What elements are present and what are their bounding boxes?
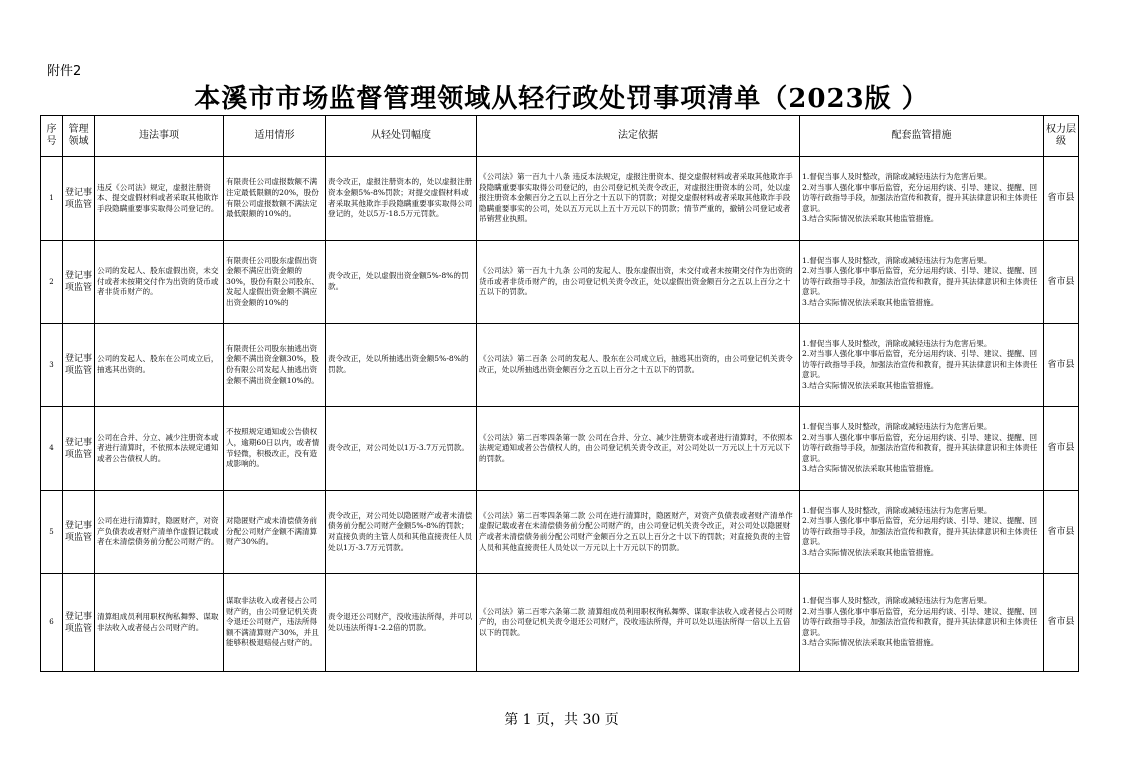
- row-basis: 《公司法》第一百九十八条 违反本法规定，虚报注册资本、提交虚假材料或者采取其他欺诈手段隐瞒重要事实取得公司登记的，由公司登记机关责令改正，对虚报注册资本的公司，处以虚报注册资本金额百分之五以上百分之十五以下的罚款；对提交虚假材料或者采取其他欺诈手段隐瞒重要事实的公司，处以五万元以上五十万元以下的罚款；情节严重的，撤销公司登记或者吊销营业执照。: [477, 157, 800, 241]
- row-category: 登记事项监管: [63, 157, 95, 241]
- row-level: 省市县: [1044, 324, 1079, 407]
- row-situation: 不按照规定通知或公告债权人，逾期60日以内，或者情节轻微，积极改正，没有造成影响的。: [224, 407, 326, 491]
- row-no: 2: [41, 241, 63, 324]
- table-header-row: [41, 116, 1079, 157]
- header-no: 序号: [41, 116, 63, 157]
- header-range: 从轻处罚幅度: [326, 116, 477, 157]
- row-no: 6: [41, 574, 63, 672]
- header-measures: 配套监管措施: [800, 116, 1044, 157]
- row-range: 责令退还公司财产，没收违法所得，并可以处以违法所得1-2.2倍的罚款。: [326, 574, 477, 672]
- row-level: 省市县: [1044, 241, 1079, 324]
- row-category: 登记事项监管: [63, 324, 95, 407]
- header-category: 管理领域: [63, 116, 95, 157]
- row-situation: 谋取非法收入或者侵占公司财产的，由公司登记机关责令退还公司财产，违法所得额不满清算财产30%，并且能够积极退赔侵占财产的。: [224, 574, 326, 672]
- row-range: 责令改正，对公司处以1万-3.7万元罚款。: [326, 407, 477, 491]
- row-situation: 有限责任公司虚报数额不满注定最低限额的20%，股份有限公司虚报数额不满法定最低限额的10%的。: [224, 157, 326, 241]
- row-level: 省市县: [1044, 491, 1079, 574]
- row-range: 责令改正，处以所抽逃出资金额5%-8%的罚款。: [326, 324, 477, 407]
- row-measures: 1.督促当事人及时整改，消除或减轻违法行为危害后果。 2.对当事人强化事中事后监管，充分运用约谈、引导、建议、提醒、回访等行政指导手段，加强法治宣传和教育，提升其法律意识和主体责任意识。 3.结合实际情况依法采取其他监管措施。: [800, 157, 1044, 241]
- row-no: 5: [41, 491, 63, 574]
- page-title: 本溪市市场监督管理领域从轻行政处罚事项清单（2023版 ）: [194, 84, 929, 114]
- row-level: 省市县: [1044, 157, 1079, 241]
- table-row: [41, 241, 1079, 324]
- row-violation: 违反《公司法》规定，虚报注册资本、提交虚假材料或者采取其他欺诈手段隐瞒重要事实取得公司登记的。: [95, 157, 224, 241]
- row-measures: 1.督促当事人及时整改，消除或减轻违法行为危害后果。 2.对当事人强化事中事后监管，充分运用约谈、引导、建议、提醒、回访等行政指导手段，加强法治宣传和教育，提升其法律意识和主体责任意识。 3.结合实际情况依法采取其他监管措施。: [800, 241, 1044, 324]
- row-basis: 《公司法》第二百零四条第一款 公司在合并、分立、减少注册资本或者进行清算时，不依照本法规定通知或者公告债权人的，由公司登记机关责令改正，对公司处以一万元以上十万元以下的罚款。: [477, 407, 800, 491]
- row-category: 登记事项监管: [63, 407, 95, 491]
- row-category: 登记事项监管: [63, 491, 95, 574]
- row-range: 责令改正，对公司处以隐匿财产或者未清偿债务前分配公司财产金额5%-8%的罚款；对直接负责的主管人员和其他直接责任人员处以1万-3.7万元罚款。: [326, 491, 477, 574]
- row-measures: 1.督促当事人及时整改，消除或减轻违法行为危害后果。 2.对当事人强化事中事后监管，充分运用约谈、引导、建议、提醒、回访等行政指导手段，加强法治宣传和教育，提升其法律意识和主体责任意识。 3.结合实际情况依法采取其他监管措施。: [800, 574, 1044, 672]
- page-number: 第 1 页，共 30 页: [504, 712, 619, 728]
- row-violation: 公司的发起人、股东虚假出资，未交付或者未按期交付作为出资的货币或者非货币财产的。: [95, 241, 224, 324]
- row-measures: 1.督促当事人及时整改，消除或减轻违法行为危害后果。 2.对当事人强化事中事后监管，充分运用约谈、引导、建议、提醒、回访等行政指导手段，加强法治宣传和教育，提升其法律意识和主体责任意识。 3.结合实际情况依法采取其他监管措施。: [800, 491, 1044, 574]
- header-level: 权力层级: [1044, 116, 1079, 157]
- row-violation: 公司的发起人、股东在公司成立后，抽逃其出资的。: [95, 324, 224, 407]
- row-category: 登记事项监管: [63, 241, 95, 324]
- row-measures: 1.督促当事人及时整改，消除或减轻违法行为危害后果。 2.对当事人强化事中事后监管，充分运用约谈、引导、建议、提醒、回访等行政指导手段，加强法治宣传和教育，提升其法律意识和主体责任意识。 3.结合实际情况依法采取其他监管措施。: [800, 324, 1044, 407]
- row-situation: 有限责任公司股东抽逃出资金额不满出资金额30%，股份有限公司发起人抽逃出资金额不满出资金额10%的。: [224, 324, 326, 407]
- row-measures: 1.督促当事人及时整改，消除或减轻违法行为危害后果。 2.对当事人强化事中事后监管，充分运用约谈、引导、建议、提醒、回访等行政指导手段，加强法治宣传和教育，提升其法律意识和主体责任意识。 3.结合实际情况依法采取其他监管措施。: [800, 407, 1044, 491]
- row-basis: 《公司法》第二百零四条第二款 公司在进行清算时，隐匿财产，对资产负债表或者财产清单作虚假记载或者在未清偿债务前分配公司财产的，由公司登记机关责令改正，对公司处以隐匿财产或者未清偿债务前分配公司财产金额百分之五以上百分之十以下的罚款；对直接负责的主管人员和其他直接责任人员处以一万元以上十万元以下的罚款。: [477, 491, 800, 574]
- header-violation: 违法事项: [95, 116, 224, 157]
- row-range: 责令改正，处以虚假出资金额5%-8%的罚款。: [326, 241, 477, 324]
- row-violation: 公司在进行清算时，隐匿财产，对资产负债表或者财产清单作虚假记载或者在未清偿债务前分配公司财产的。: [95, 491, 224, 574]
- row-no: 1: [41, 157, 63, 241]
- row-violation: 清算组成员利用职权徇私舞弊、谋取非法收入或者侵占公司财产的。: [95, 574, 224, 672]
- header-basis: 法定依据: [477, 116, 800, 157]
- row-violation: 公司在合并、分立、减少注册资本或者进行清算时，不依照本法规定通知或者公告债权人的。: [95, 407, 224, 491]
- row-level: 省市县: [1044, 574, 1079, 672]
- header-situation: 适用情形: [224, 116, 326, 157]
- row-basis: 《公司法》第二百零六条第二款 清算组成员利用职权徇私舞弊、谋取非法收入或者侵占公司财产的，由公司登记机关责令退还公司财产，没收违法所得，并可以处以违法所得一倍以上五倍以下的罚款。: [477, 574, 800, 672]
- row-situation: 对隐匿财产或未清偿债务前分配公司财产金额不满清算财产30%的。: [224, 491, 326, 574]
- table-row: [41, 407, 1079, 491]
- table-row: [41, 574, 1079, 672]
- table-row: [41, 324, 1079, 407]
- row-level: 省市县: [1044, 407, 1079, 491]
- row-range: 责令改正，虚报注册资本的，处以虚报注册资本金额5%-8%罚款；对提交虚假材料或者采取其他欺诈手段隐瞒重要事实取得公司登记的，处以5万-18.5万元罚款。: [326, 157, 477, 241]
- row-category: 登记事项监管: [63, 574, 95, 672]
- row-no: 4: [41, 407, 63, 491]
- row-situation: 有限责任公司股东虚假出资金额不满应出资金额的30%，股份有限公司股东、发起人虚假出资金额不满应出资金额的10%的: [224, 241, 326, 324]
- row-basis: 《公司法》第一百九十九条 公司的发起人、股东虚假出资，未交付或者未按期交付作为出资的货币或者非货币财产的，由公司登记机关责令改正，处以虚假出资金额百分之五以上百分之十五以下的罚款。: [477, 241, 800, 324]
- table-row: [41, 491, 1079, 574]
- penalty-table: [40, 115, 1079, 672]
- row-basis: 《公司法》第二百条 公司的发起人、股东在公司成立后，抽逃其出资的，由公司登记机关责令改正，处以所抽逃出资金额百分之五以上百分之十五以下的罚款。: [477, 324, 800, 407]
- row-no: 3: [41, 324, 63, 407]
- attachment-label: 附件2: [47, 64, 82, 79]
- table-row: [41, 157, 1079, 241]
